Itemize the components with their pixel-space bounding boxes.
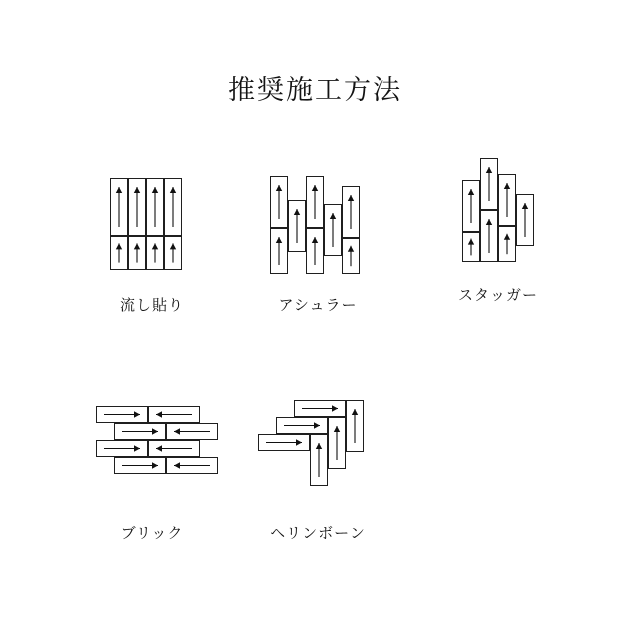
direction-arrow-up-icon [147, 237, 163, 269]
direction-arrow-left-icon [149, 441, 199, 456]
plank [276, 417, 328, 434]
plank [310, 434, 328, 486]
plank [516, 194, 534, 246]
pattern-stage-brick [82, 388, 222, 518]
direction-arrow-left-icon [167, 458, 217, 473]
direction-arrow-up-icon [165, 179, 181, 235]
plank [128, 236, 146, 270]
plank [498, 226, 516, 262]
plank [166, 423, 218, 440]
direction-arrow-up-icon [307, 229, 323, 273]
pattern-stagger [428, 150, 568, 304]
plank [114, 423, 166, 440]
plank [114, 457, 166, 474]
plank [480, 158, 498, 210]
direction-arrow-up-icon [481, 159, 497, 209]
direction-arrow-up-icon [111, 179, 127, 235]
direction-arrow-up-icon [463, 181, 479, 231]
pattern-stage-ashlar [248, 160, 388, 290]
plank [270, 176, 288, 228]
plank [342, 238, 360, 274]
plank [346, 400, 364, 452]
direction-arrow-up-icon [311, 435, 327, 485]
direction-arrow-up-icon [347, 401, 363, 451]
direction-arrow-up-icon [325, 205, 341, 255]
plank [96, 406, 148, 423]
direction-arrow-left-icon [167, 424, 217, 439]
direction-arrow-right-icon [115, 424, 165, 439]
plank [294, 400, 346, 417]
pattern-stage-nagashi [82, 160, 222, 290]
plank [328, 417, 346, 469]
plank [324, 204, 342, 256]
pattern-label-stagger: スタッガー [457, 286, 538, 304]
plank [166, 457, 218, 474]
plank [498, 174, 516, 226]
direction-arrow-right-icon [277, 418, 327, 433]
pattern-ashlar [248, 160, 388, 314]
plank [164, 236, 182, 270]
plank [306, 228, 324, 274]
plank [146, 178, 164, 236]
page-title: 推奨施工方法 [228, 75, 402, 106]
direction-arrow-up-icon [329, 418, 345, 468]
direction-arrow-right-icon [115, 458, 165, 473]
direction-arrow-up-icon [289, 201, 305, 251]
direction-arrow-right-icon [259, 435, 309, 450]
direction-arrow-up-icon [481, 211, 497, 261]
pattern-label-herringbone: ヘリンボーン [270, 524, 366, 542]
direction-arrow-up-icon [165, 237, 181, 269]
pattern-label-ashlar: アシュラー [278, 296, 358, 314]
plank [306, 176, 324, 228]
plank [164, 178, 182, 236]
plank [96, 440, 148, 457]
pattern-stage-herringbone [248, 388, 388, 518]
plank [480, 210, 498, 262]
direction-arrow-up-icon [111, 237, 127, 269]
plank [462, 180, 480, 232]
direction-arrow-left-icon [149, 407, 199, 422]
direction-arrow-right-icon [295, 401, 345, 416]
plank [128, 178, 146, 236]
direction-arrow-up-icon [343, 187, 359, 237]
direction-arrow-up-icon [271, 177, 287, 227]
plank [148, 406, 200, 423]
direction-arrow-right-icon [97, 441, 147, 456]
pattern-herringbone [248, 388, 388, 542]
direction-arrow-up-icon [271, 229, 287, 273]
direction-arrow-up-icon [129, 179, 145, 235]
direction-arrow-up-icon [343, 239, 359, 273]
plank [462, 232, 480, 262]
pattern-label-brick: ブリック [120, 524, 184, 542]
plank [110, 236, 128, 270]
plank [288, 200, 306, 252]
pattern-label-nagashi: 流し貼り [119, 296, 184, 314]
plank [258, 434, 310, 451]
plank [146, 236, 164, 270]
direction-arrow-up-icon [463, 233, 479, 261]
direction-arrow-up-icon [307, 177, 323, 227]
direction-arrow-right-icon [97, 407, 147, 422]
direction-arrow-up-icon [129, 237, 145, 269]
plank [148, 440, 200, 457]
pattern-brick [82, 388, 222, 542]
direction-arrow-up-icon [499, 227, 515, 261]
plank [342, 186, 360, 238]
plank [270, 228, 288, 274]
direction-arrow-up-icon [147, 179, 163, 235]
plank [110, 178, 128, 236]
direction-arrow-up-icon [499, 175, 515, 225]
pattern-nagashi [82, 160, 222, 314]
direction-arrow-up-icon [517, 195, 533, 245]
pattern-stage-stagger [428, 150, 568, 280]
